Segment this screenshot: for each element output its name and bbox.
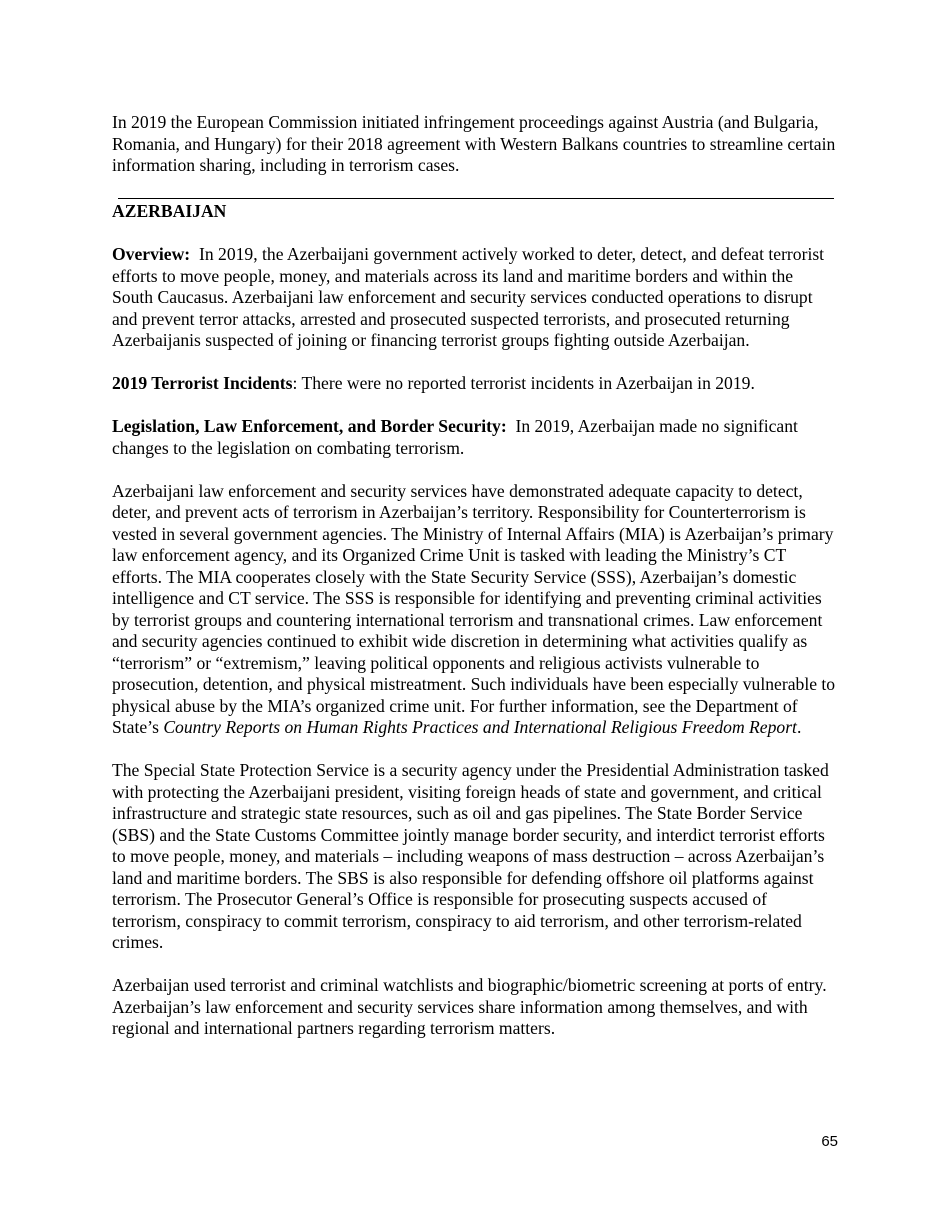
legislation-paragraph bbox=[112, 416, 838, 459]
page-number: 65 bbox=[821, 1133, 838, 1150]
watchlist-paragraph: Azerbaijan used terrorist and criminal watchlists and biographic/biometric screening at ports of entry. Azerbaijan’s law enforcement and security services share information among themselves, and with regional and international partners regarding terrorism matters. bbox=[112, 975, 827, 1038]
law-enforcement-end: . bbox=[796, 717, 802, 737]
intro-paragraph: In 2019 the European Commission initiated infringement proceedings against Austria (and Bulgaria, Romania, and Hungary) for their 2018 agreement with Western Balkans countries to streamline certain information sharing, including in terrorism cases. bbox=[112, 112, 836, 175]
overview-text: In 2019, the Azerbaijani government actively worked to deter, detect, and defeat terrorist efforts to move people, money, and materials across its land and maritime borders and within the South Caucasus. Azerbaijani law enforcement and security services conducted operations to disrupt and prevent terror attacks, arrested and prosecuted suspected terrorists, and prosecuted returning Azerbaijanis suspected of joining or financing terrorist groups fighting outside Azerbaijan. bbox=[112, 244, 825, 350]
incidents-paragraph bbox=[112, 373, 838, 395]
incidents-text: : There were no reported terrorist incidents in Azerbaijan in 2019. bbox=[292, 373, 755, 393]
legislation-text: In 2019, Azerbaijan made no significant changes to the legislation on combating terrorism. bbox=[112, 416, 798, 458]
section-title: AZERBAIJAN bbox=[112, 201, 227, 221]
document-body bbox=[112, 112, 838, 1061]
section-divider bbox=[118, 198, 834, 199]
overview-paragraph bbox=[112, 244, 838, 352]
legislation-label: Legislation, Law Enforcement, and Border Security: bbox=[112, 416, 507, 436]
protection-paragraph: The Special State Protection Service is a security agency under the Presidential Administration tasked with protecting the Azerbaijani president, visiting foreign heads of state and government, and critical infrastructure and strategic state resources, such as oil and gas pipelines. The State Border Service (SBS) and the State Customs Committee jointly manage border security, and interdict terrorist efforts to move people, money, and materials – including weapons of mass destruction – across Azerbaijan’s land and maritime borders. The SBS is also responsible for defending offshore oil platforms against terrorism. The Prosecutor General’s Office is responsible for prosecuting suspects accused of terrorism, conspiracy to commit terrorism, conspiracy to aid terrorism, and other terrorism-related crimes. bbox=[112, 760, 829, 952]
overview-label: Overview: bbox=[112, 244, 191, 264]
law-enforcement-paragraph bbox=[112, 481, 838, 739]
incidents-label: 2019 Terrorist Incidents bbox=[112, 373, 293, 393]
law-enforcement-text: Azerbaijani law enforcement and security services have demonstrated adequate capacity to detect, deter, and prevent acts of terrorism in Azerbaijan’s territory. Responsibility for Counterterrorism is vested in several government agencies. The Ministry of Internal Affairs (MIA) is Azerbaijan’s primary law enforcement agency, and its Organized Crime Unit is tasked with leading the Ministry’s CT efforts. The MIA cooperates closely with the State Security Service (SSS), Azerbaijan’s domestic intelligence and CT service. The SSS is responsible for identifying and preventing criminal activities by terrorist groups and countering international terrorism and transnational crimes. Law enforcement and security agencies continued to exhibit wide discretion in determining what activities qualify as “terrorism” or “extremism,” leaving political opponents and religious activists vulnerable to prosecution, detention, and physical mistreatment. Such individuals have been especially vulnerable to physical abuse by the MIA’s organized crime unit. For further information, see the Department of State’s bbox=[112, 480, 836, 737]
report-title: Country Reports on Human Rights Practices and International Religious Freedom Report bbox=[163, 717, 797, 737]
